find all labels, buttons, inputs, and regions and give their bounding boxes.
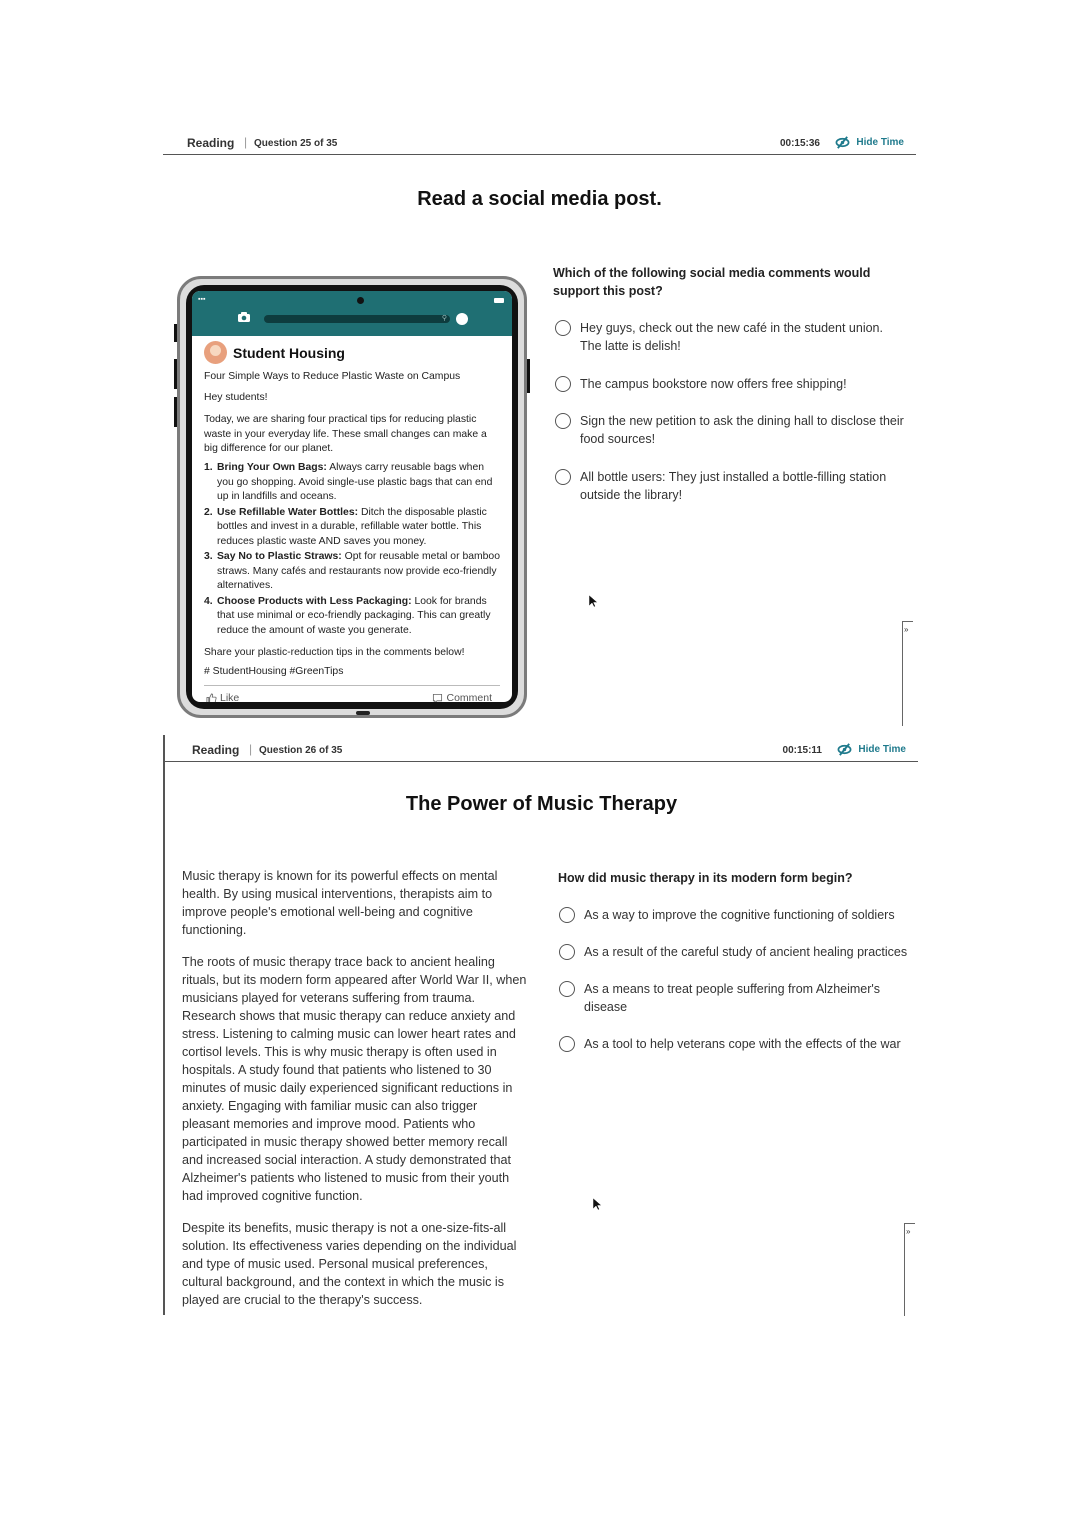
question-text: Which of the following social media comments would support this post? bbox=[553, 266, 871, 298]
phone-side-button bbox=[174, 324, 177, 342]
phone-side-button bbox=[174, 359, 177, 389]
answer-option-d[interactable] bbox=[555, 468, 905, 504]
phone-side-button bbox=[527, 359, 530, 393]
app-header bbox=[192, 291, 512, 336]
option-text: All bottle users: They just installed a bottle-filling station outside the library! bbox=[580, 470, 887, 502]
option-text: Sign the new petition to ask the dining hall to disclose their food sources! bbox=[580, 414, 904, 446]
hide-time-button[interactable] bbox=[837, 742, 906, 756]
page-title: Read a social media post. bbox=[417, 188, 662, 210]
battery-icon bbox=[494, 298, 504, 303]
answer-option-c[interactable] bbox=[559, 980, 889, 1016]
collapse-tab[interactable] bbox=[904, 1223, 915, 1316]
signal-icon: ▪▪▪ bbox=[198, 296, 206, 303]
post-intro: Today, we are sharing four practical tips for reducing plastic waste in your everyday life. These small changes can make a big difference for our planet. bbox=[204, 414, 487, 454]
post-author: Student Housing bbox=[233, 345, 345, 361]
list-item: 4. Choose Products with Less Packaging: Look for brands that use minimal or eco-friendly packaging. This can greatly reduce the amount of waste you generate. bbox=[204, 595, 491, 636]
comment-label: Comment bbox=[446, 692, 492, 702]
passage-paragraph: The roots of music therapy trace back to ancient healing rituals, but its modern form appeared after World War II, when musicians played for veterans suffering from trauma. Research shows that music therapy can reduce anxiety and stress. Listening to calming music can lower heart rates and cortisol levels. This is why music therapy is often used in hospitals. A study found that patients who listened to 30 minutes of music daily experienced significant reductions in anxiety. Engaging with familiar music can also trigger pleasant memories and improve mood. Patients who participated in music therapy showed better memory recall and increased social interaction. A study demonstrated that Alzheimer's patients who listened to music from their youth had improved cognitive function. bbox=[182, 955, 527, 1203]
search-bar[interactable] bbox=[264, 315, 450, 323]
answer-option-b[interactable] bbox=[555, 375, 905, 393]
answer-option-a[interactable] bbox=[555, 319, 905, 355]
phone-screen bbox=[192, 291, 512, 702]
timer: 00:15:11 bbox=[782, 745, 822, 756]
answer-option-c[interactable] bbox=[555, 412, 905, 448]
list-item: 3. Say No to Plastic Straws: Opt for reusable metal or bamboo straws. Many cafés and restaurants now provide eco-friendly alternatives. bbox=[204, 551, 500, 591]
question-counter: Question 25 of 35 bbox=[254, 138, 338, 149]
comment-icon bbox=[432, 693, 443, 703]
option-text: As a way to improve the cognitive functioning of soldiers bbox=[584, 908, 895, 922]
collapse-icon: » bbox=[906, 1227, 911, 1236]
collapse-icon: » bbox=[904, 625, 909, 634]
test-header-bar bbox=[163, 128, 916, 155]
passage-paragraph: Music therapy is known for its powerful effects on mental health. By using musical interventions, therapists aim to improve people's emotional well-being and cognitive functioning. bbox=[182, 869, 498, 937]
hide-time-button[interactable] bbox=[835, 135, 904, 149]
reading-passage bbox=[182, 867, 527, 1323]
option-text: Hey guys, check out the new café in the student union. The latte is delish! bbox=[580, 321, 883, 353]
question-panel-26 bbox=[163, 735, 918, 1315]
cursor-icon bbox=[589, 595, 598, 608]
answer-option-b[interactable] bbox=[559, 943, 909, 961]
camera-icon[interactable] bbox=[237, 311, 251, 323]
cursor-icon bbox=[593, 1198, 602, 1211]
timer: 00:15:36 bbox=[779, 138, 820, 149]
radio-button[interactable] bbox=[559, 981, 575, 997]
home-indicator bbox=[356, 711, 370, 715]
front-camera bbox=[357, 297, 364, 304]
hide-time-label: Hide Time bbox=[856, 136, 904, 148]
avatar bbox=[204, 341, 227, 364]
collapse-tab[interactable] bbox=[902, 621, 913, 726]
section-label: Reading bbox=[187, 136, 235, 150]
like-button[interactable] bbox=[206, 692, 239, 702]
test-header-bar bbox=[165, 735, 918, 762]
option-text: As a result of the careful study of ancient healing practices bbox=[584, 945, 908, 959]
list-item: 2. Use Refillable Water Bottles: Ditch the disposable plastic bottles and invest in a durable, refillable water bottle. This reduces plastic waste AND saves you money. bbox=[204, 506, 487, 547]
post-cta: Share your plastic-reduction tips in the comments below! bbox=[204, 647, 465, 658]
header-separator: | bbox=[249, 742, 253, 756]
phone-bezel bbox=[186, 285, 518, 709]
question-panel-25 bbox=[163, 128, 916, 725]
passage-paragraph: Despite its benefits, music therapy is not a one-size-fits-all solution. Its effectiveness varies depending on the individual and type of music used. Personal musical preferences, cultural background, and the context in which the music is played are crucial to the therapy's success. bbox=[182, 1221, 517, 1307]
post-hashtags: # StudentHousing #GreenTips bbox=[204, 666, 344, 677]
answer-option-d[interactable] bbox=[559, 1035, 909, 1053]
tips-list bbox=[204, 461, 500, 639]
radio-button[interactable] bbox=[559, 1036, 575, 1052]
answer-option-a[interactable] bbox=[559, 906, 909, 924]
hide-time-label: Hide Time bbox=[858, 743, 906, 755]
phone-mockup bbox=[177, 276, 527, 718]
post-greeting: Hey students! bbox=[204, 392, 268, 403]
radio-button[interactable] bbox=[555, 376, 571, 392]
phone-side-button bbox=[174, 397, 177, 427]
like-label: Like bbox=[220, 692, 240, 702]
list-item: 1. Bring Your Own Bags: Always carry reusable bags when you go shopping. Avoid single-use plastic bags that can end up in landfills and oceans. bbox=[204, 462, 493, 502]
eye-slash-icon bbox=[835, 135, 850, 150]
passage-title: The Power of Music Therapy bbox=[405, 793, 678, 815]
profile-icon[interactable] bbox=[456, 313, 468, 325]
radio-button[interactable] bbox=[555, 413, 571, 429]
option-text: The campus bookstore now offers free shipping! bbox=[580, 377, 847, 391]
section-label: Reading bbox=[192, 743, 240, 757]
question-counter: Question 26 of 35 bbox=[259, 745, 343, 756]
post-headline: Four Simple Ways to Reduce Plastic Waste on Campus bbox=[204, 371, 461, 382]
radio-button[interactable] bbox=[555, 320, 571, 336]
radio-button[interactable] bbox=[559, 907, 575, 923]
option-text: As a tool to help veterans cope with the effects of the war bbox=[584, 1037, 901, 1051]
post-actions bbox=[204, 685, 500, 702]
eye-slash-icon bbox=[837, 742, 852, 757]
question-text: How did music therapy in its modern form begin? bbox=[558, 871, 853, 885]
header-separator: | bbox=[244, 135, 248, 149]
search-icon: ⚲ bbox=[441, 315, 447, 322]
radio-button[interactable] bbox=[555, 469, 571, 485]
radio-button[interactable] bbox=[559, 944, 575, 960]
option-text: As a means to treat people suffering from Alzheimer's disease bbox=[584, 982, 881, 1014]
thumbs-up-icon bbox=[206, 693, 217, 703]
comment-button[interactable] bbox=[432, 692, 492, 702]
